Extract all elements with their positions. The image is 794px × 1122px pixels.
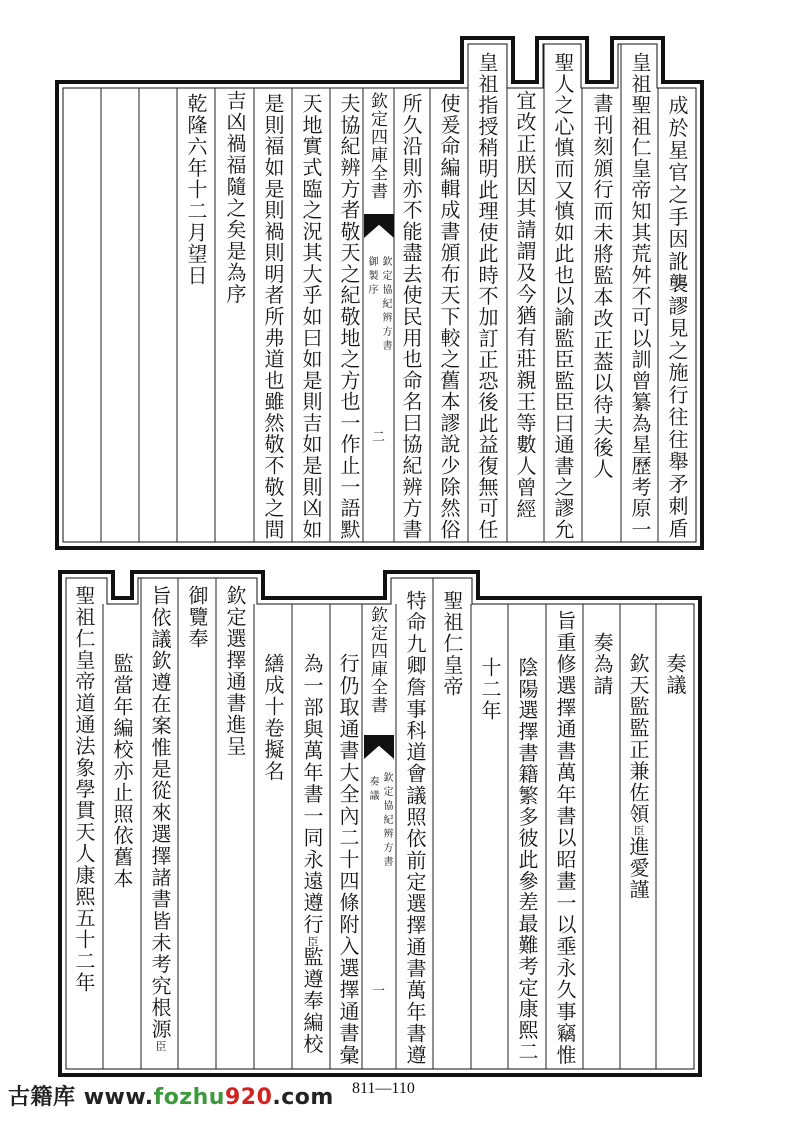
upper-text-column xyxy=(591,93,613,480)
column-text: 特命九卿詹事科道會議照依前定選擇通書萬年書遵 xyxy=(403,590,427,1067)
lower-text-column xyxy=(441,590,463,698)
column-text: 乾隆六年十二月望日 xyxy=(184,93,208,287)
watermark-site-name: 古籍库 xyxy=(8,1085,76,1110)
upper-text-column xyxy=(400,93,422,540)
watermark-url-green: fozhu xyxy=(153,1085,225,1110)
column-text: 聖祖仁皇帝 xyxy=(440,590,464,698)
watermark-url-prefix: www. xyxy=(83,1085,154,1110)
column-text: 十二年 xyxy=(478,657,502,722)
upper-text-column xyxy=(552,52,574,540)
lower-text-column xyxy=(479,657,501,722)
upper-text-column xyxy=(629,52,651,540)
upper-spine-book-title: 欽定協紀辨方書 xyxy=(380,256,391,354)
lower-leaf-number: 一 xyxy=(372,984,386,999)
lower-text-column xyxy=(627,653,649,901)
column-text: 聖人之心慎而又慎如此也以諭監臣監臣曰通書之謬允 xyxy=(551,52,575,541)
upper-text-column xyxy=(338,93,360,540)
lower-text-column xyxy=(337,653,359,1066)
upper-text-column xyxy=(224,90,246,305)
column-text: 書刊刻頒行而未將監本改正葢以待夫後人 xyxy=(590,93,614,480)
lower-text-column xyxy=(404,590,426,1066)
column-text: 為一部與萬年書一同永遠遵行 xyxy=(300,653,324,936)
column-text: 奏為請 xyxy=(590,632,614,697)
column-text: 宜改正朕因其請謂及今猶有莊親王等數人曾經 xyxy=(513,90,537,520)
small-annotation: 臣 xyxy=(306,935,319,947)
upper-text-column xyxy=(514,90,536,520)
column-text: 欽天監監正兼佐領 xyxy=(626,653,650,825)
lower-text-column xyxy=(262,653,284,782)
upper-spine-collection-title: 欽定四庫全書 xyxy=(367,92,387,200)
column-text: 夫協紀辨方者敬天之紀敬地之方也一作止一語默 xyxy=(337,93,361,541)
column-text: 繕成十卷擬名 xyxy=(261,653,285,782)
small-annotation: 臣 xyxy=(154,1040,167,1052)
upper-text-column xyxy=(300,93,322,540)
lower-text-column xyxy=(664,653,686,696)
column-text: 陰陽選擇書籍繁多彼此參差最難考定康熙二 xyxy=(515,657,539,1063)
lower-text-column xyxy=(301,653,323,1055)
small-annotation: 臣 xyxy=(632,825,645,836)
watermark-url-red: 920 xyxy=(224,1085,273,1110)
lower-spine-book-title: 欽定協紀辨方書 xyxy=(381,772,392,870)
column-text: 欽定選擇通書進呈 xyxy=(223,585,247,757)
upper-text-column xyxy=(185,93,207,287)
upper-spine-section: 御製序 xyxy=(366,256,377,298)
lower-text-column xyxy=(224,585,246,757)
column-text: 天地實式臨之況其大乎如曰如是則吉如是則凶如 xyxy=(299,93,323,541)
column-text: 行仍取通書大全內二十四條附入選擇通書彙 xyxy=(336,653,360,1067)
upper-text-column xyxy=(476,52,498,540)
lower-text-column xyxy=(554,610,576,1066)
upper-text-column xyxy=(262,93,284,540)
page-code: 811—110 xyxy=(352,1080,415,1097)
column-text: 吉凶禍福隨之矣是為序 xyxy=(223,90,247,305)
site-watermark xyxy=(8,1080,334,1111)
column-text: 奏議 xyxy=(663,653,687,696)
lower-text-column xyxy=(149,585,171,1051)
column-text: 使爰命編輯成書頒布天下較之舊本謬說少除然俗 xyxy=(437,93,461,541)
column-text: 是則福如是則禍則明者所弗道也雖然敬不敬之間 xyxy=(261,93,285,541)
upper-leaf-number: 二 xyxy=(372,430,386,445)
column-text: 進愛謹 xyxy=(626,836,650,901)
column-text: 所久沿則亦不能盡去使民用也命名曰協紀辨方書 xyxy=(399,93,423,541)
column-text: 旨重修選擇通書萬年書以昭畫一以埀永久事竊惟 xyxy=(553,610,577,1066)
column-text: 旨依議欽遵在案惟是從來選擇諸書皆未考究根源 xyxy=(148,585,172,1041)
column-text: 皇祖聖祖仁皇帝知其荒舛不可以訓曾纂為星歷考原一 xyxy=(628,52,652,541)
column-text: 成於星官之手因訛襲謬見之施行往往舉矛刺盾 xyxy=(665,95,689,540)
lower-text-column xyxy=(111,653,133,890)
lower-text-column xyxy=(186,585,208,650)
upper-text-column xyxy=(438,93,460,540)
lower-spine-collection-title: 欽定四庫全書 xyxy=(367,606,387,714)
lower-text-column xyxy=(73,585,95,994)
lower-spine-section: 奏議 xyxy=(367,776,378,804)
column-text: 御覽奉 xyxy=(185,585,209,650)
watermark-url-suffix: .com xyxy=(272,1085,334,1110)
lower-text-column xyxy=(516,657,538,1062)
upper-text-column xyxy=(666,95,688,540)
column-text: 聖祖仁皇帝道通法象學貫天人康熙五十二年 xyxy=(72,585,96,994)
lower-text-column xyxy=(591,632,613,697)
column-text: 監當年編校亦止照依舊本 xyxy=(110,653,134,890)
column-text: 皇祖指授稍明此理使此時不加訂正恐後此益復無可任 xyxy=(475,52,499,541)
column-text: 監遵奉編校 xyxy=(300,946,324,1056)
